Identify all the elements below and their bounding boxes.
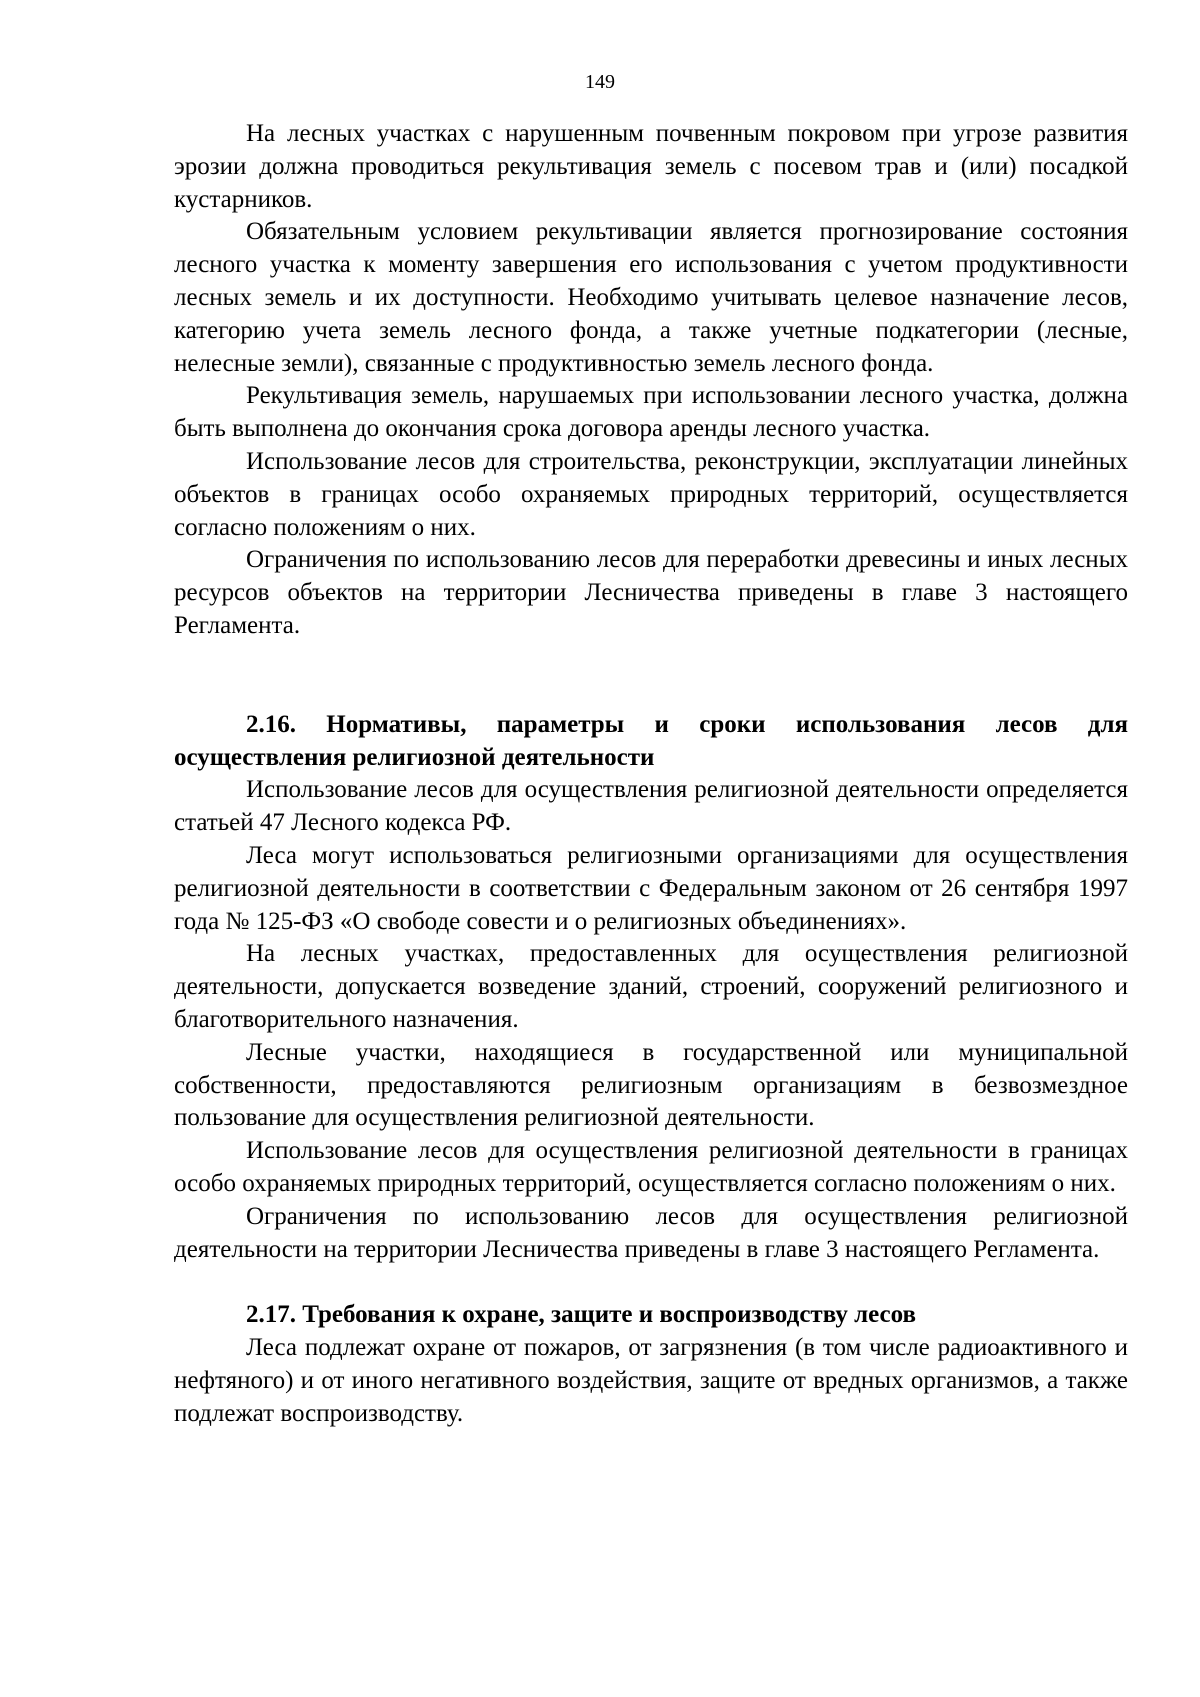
paragraph-religious-organizations: Леса могут использоваться религиозными организациями для осуществления религиозной деятельности в соответствии с Федеральным законом от 26 сентября 1997 года № 125-ФЗ «О свободе совести и о религиозных объединениях». [174,841,1128,935]
paragraph-free-use: Лесные участки, находящиеся в государственной или муниципальной собственности, предоставляются религиозным организациям в безвозмездное пользование для осуществления религиозной деятельности. [174,1038,1128,1132]
document-body [174,118,1128,1430]
paragraph-processing-restrictions: Ограничения по использованию лесов для переработки древесины и иных лесных ресурсов объектов на территории Лесничества приведены в главе 3 настоящего Регламента. [174,546,1128,639]
section-heading-2-16: 2.16. Нормативы, параметры и сроки использования лесов для осуществления религиозной деятельности [174,710,1128,771]
paragraph-religious-article-47: Использование лесов для осуществления религиозной деятельности определяется статьей 47 Лесного кодекса РФ. [174,776,1128,837]
section-heading-2-17: 2.17. Требования к охране, защите и воспроизводству лесов [246,1301,916,1329]
paragraph-linear-objects: Использование лесов для строительства, реконструкции, эксплуатации линейных объектов в границах особо охраняемых природных территорий, осуществляется согласно положениям о них. [174,447,1128,541]
paragraph-protected-territories: Использование лесов для осуществления религиозной деятельности в границах особо охраняемых природных территорий, осуществляется согласно положениям о них. [174,1137,1128,1197]
paragraph-reclamation-condition: Обязательным условием рекультивации является прогнозирование состояния лесного участка к моменту завершения его использования с учетом продуктивности лесных земель и их доступности. Необходимо учитывать целевое назначение лесов, категорию учета земель лесного фонда, а также учетные подкатегории (лесные, нелесные земли), связанные с продуктивностью земель лесного фонда. [174,218,1128,377]
paragraph-reclamation-deadline: Рекультивация земель, нарушаемых при использовании лесного участка, должна быть выполнена до окончания срока договора аренды лесного участка. [174,382,1128,443]
paragraph-forest-protection: Леса подлежат охране от пожаров, от загрязнения (в том числе радиоактивного и нефтяного) и от иного негативного воздействия, защите от вредных организмов, а также подлежат воспроизводству. [174,1334,1128,1427]
section-spacer [174,1266,1128,1299]
paragraph-religious-restrictions: Ограничения по использованию лесов для осуществления религиозной деятельности на территории Лесничества приведены в главе 3 настоящего Регламента. [174,1202,1128,1263]
paragraph-soil-reclamation: На лесных участках с нарушенным почвенным покровом при угрозе развития эрозии должна проводиться рекультивация земель с посевом трав и (или) посадкой кустарников. [174,120,1128,213]
paragraph-religious-buildings: На лесных участках, предоставленных для осуществления религиозной деятельности, допускается возведение зданий, строений, сооружений религиозного и благотворительного назначения. [174,940,1128,1033]
section-spacer [174,643,1128,709]
page-number: 149 [585,71,615,93]
